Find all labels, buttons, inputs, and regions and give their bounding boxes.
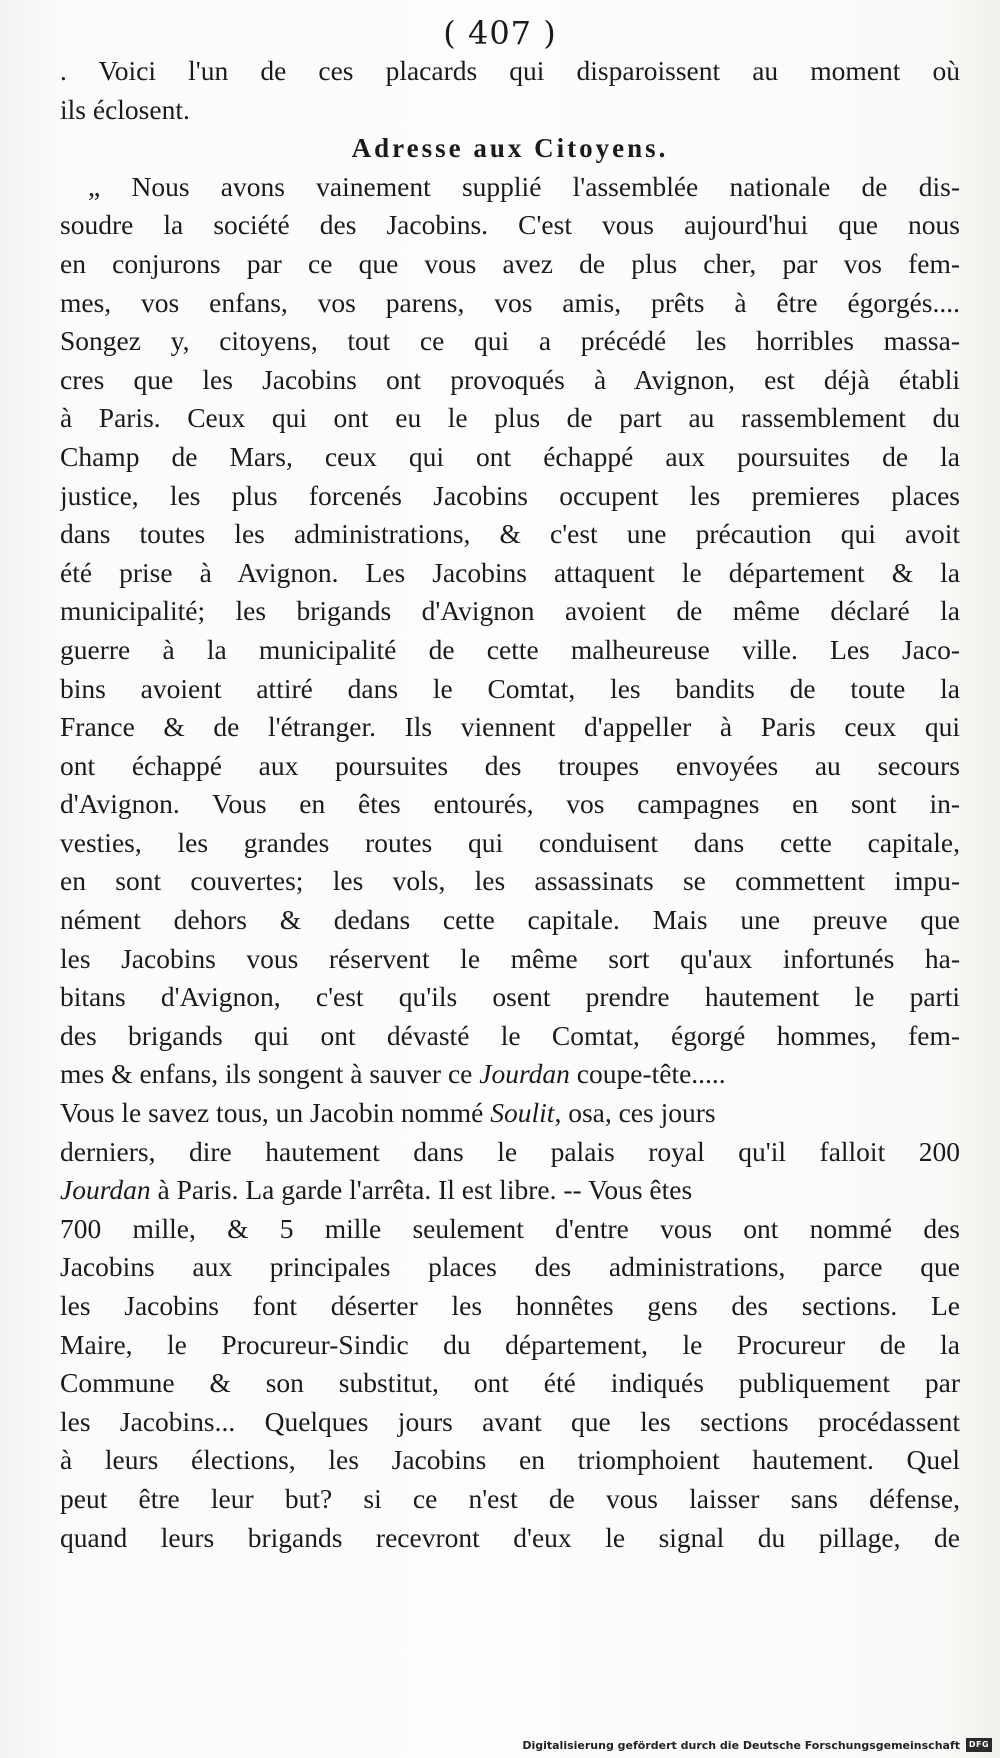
text-line: dans toutes les administrations, & c'est une précaution qui avoit: [60, 518, 960, 550]
text-line: France & de l'étranger. Ils viennent d'appeller à Paris ceux qui: [60, 711, 960, 743]
text-line: Maire, le Procureur-Sindic du département, le Procureur de la: [60, 1328, 960, 1360]
text-line: derniers, dire hautement dans le palais royal qu'il falloit 200: [60, 1135, 960, 1167]
name-jourdan: Jourdan: [479, 1058, 570, 1090]
text-line: Songez y, citoyens, tout ce qui a précédé les horribles massa-: [60, 325, 960, 357]
text-segment: mes & enfans, ils songent à sauver ce: [60, 1058, 480, 1090]
text-line: [60, 1171, 960, 1210]
text-line: [60, 1094, 960, 1133]
text-line: [60, 1055, 960, 1094]
text-line: à leurs élections, les Jacobins en triomphoient hautement. Quel: [60, 1444, 960, 1476]
text-line: ils éclosent.: [60, 93, 190, 125]
text-segment: coupe-tête.....: [569, 1058, 726, 1090]
text-line: les Jacobins vous réservent le même sort qu'aux infortunés ha-: [60, 942, 960, 974]
text-line: „ Nous avons vainement supplié l'assemblée nationale de dis-: [88, 170, 960, 202]
text-line: guerre à la municipalité de cette malheureuse ville. Les Jaco-: [60, 633, 960, 665]
text-line: bins avoient attiré dans le Comtat, les bandits de toute la: [60, 672, 960, 704]
text-segment: Vous le savez tous, un Jacobin nommé: [60, 1097, 491, 1129]
text-line: les Jacobins... Quelques jours avant que les sections procédassent: [60, 1405, 960, 1437]
name-soulit: Soulit: [490, 1097, 555, 1129]
text-line: cres que les Jacobins ont provoqués à Avignon, est déjà établi: [60, 363, 960, 395]
text-line: Champ de Mars, ceux qui ont échappé aux poursuites de la: [60, 440, 960, 472]
text-line: Jacobins aux principales places des administrations, parce que: [60, 1251, 960, 1283]
dfg-logo-icon: DFG: [966, 1738, 992, 1752]
text-segment: , osa, ces jours: [554, 1097, 716, 1129]
text-line: bitans d'Avignon, c'est qu'ils osent prendre hautement le parti: [60, 981, 960, 1013]
text-line: à Paris. Ceux qui ont eu le plus de part au rassemblement du: [60, 402, 960, 434]
body-text: [60, 52, 960, 1557]
text-line: municipalité; les brigands d'Avignon avoient de même déclaré la: [60, 595, 960, 627]
text-line: mes, vos enfans, vos parens, vos amis, prêts à être égorgés....: [60, 286, 960, 318]
page-number: ( 407 ): [443, 14, 557, 52]
text-line: des brigands qui ont dévasté le Comtat, égorgé hommes, fem-: [60, 1019, 960, 1051]
text-line: 700 mille, & 5 mille seulement d'entre vous ont nommé des: [60, 1212, 960, 1244]
text-line: vesties, les grandes routes qui conduisent dans cette capitale,: [60, 826, 960, 858]
text-line: été prise à Avignon. Les Jacobins attaquent le département & la: [60, 556, 960, 588]
text-line: ont échappé aux poursuites des troupes envoyées au secours: [60, 749, 960, 781]
text-line: justice, les plus forcenés Jacobins occupent les premieres places: [60, 479, 960, 511]
text-line: soudre la société des Jacobins. C'est vous aujourd'hui que nous: [60, 209, 960, 241]
text-segment: à Paris. La garde l'arrêta. Il est libre. -- Vous êtes: [150, 1174, 693, 1206]
text-line: d'Avignon. Vous en êtes entourés, vos campagnes en sont in-: [60, 788, 960, 820]
text-line: quand leurs brigands recevront d'eux le signal du pillage, de: [60, 1521, 960, 1553]
digitization-credit: Digitalisierung gefördert durch die Deutsche Forschungsgemeinschaft: [522, 1739, 960, 1752]
section-heading: Adresse aux Citoyens.: [351, 133, 669, 164]
text-line: nément dehors & dedans cette capitale. Mais une preuve que: [60, 904, 960, 936]
text-line: les Jacobins font déserter les honnêtes gens des sections. Le: [60, 1290, 960, 1321]
text-line: en conjurons par ce que vous avez de plus cher, par vos fem-: [60, 247, 960, 279]
text-line: en sont couvertes; les vols, les assassinats se commettent impu-: [60, 865, 960, 897]
name-jourdan: Jourdan: [60, 1174, 151, 1206]
text-line: Commune & son substitut, ont été indiqués publiquement par: [60, 1367, 960, 1399]
text-line: . Voici l'un de ces placards qui disparoissent au moment où: [60, 55, 960, 86]
text-line: peut être leur but? si ce n'est de vous laisser sans défense,: [60, 1482, 960, 1514]
